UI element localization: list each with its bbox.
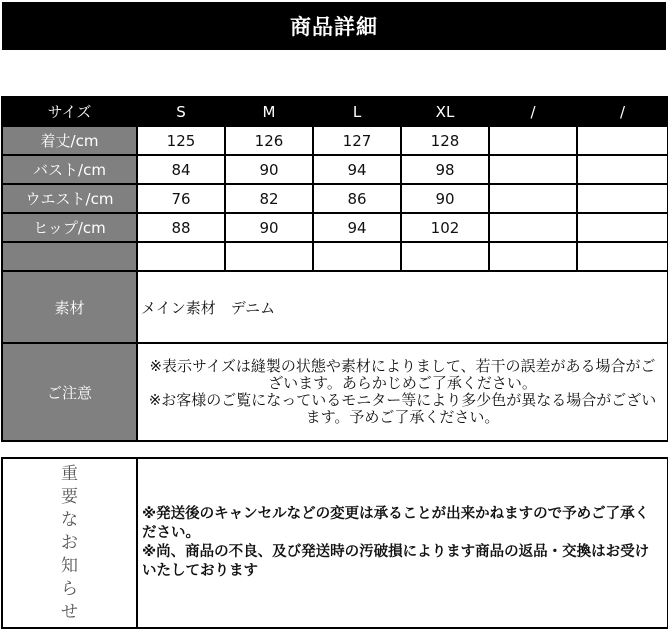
table-row bbox=[2, 184, 668, 213]
size-column-l: L bbox=[313, 97, 401, 126]
table-cell: 86 bbox=[313, 184, 401, 213]
important-label-char: 知 bbox=[61, 555, 78, 576]
important-label-char: な bbox=[61, 509, 78, 530]
notes-row bbox=[2, 343, 668, 441]
important-line: ※尚、商品の不良、及び発送時の汚破損によります商品の返品・交換はお受けいたしております bbox=[142, 544, 650, 579]
important-line: ※発送後のキャンセルなどの変更は承ることが出来かねますので予めご了承ください。 bbox=[142, 506, 650, 541]
table-cell bbox=[577, 242, 668, 271]
table-cell: 127 bbox=[313, 126, 401, 155]
page-title: 商品詳細 bbox=[2, 2, 666, 50]
table-cell: 90 bbox=[225, 155, 313, 184]
table-cell bbox=[489, 184, 577, 213]
important-label-char: ら bbox=[61, 578, 78, 599]
table-cell bbox=[489, 155, 577, 184]
important-label-char: せ bbox=[61, 601, 78, 622]
size-column-m: M bbox=[225, 97, 313, 126]
table-cell: 125 bbox=[137, 126, 225, 155]
row-label-empty bbox=[2, 242, 137, 271]
table-cell bbox=[225, 242, 313, 271]
table-cell: 90 bbox=[225, 213, 313, 242]
row-label-length: 着丈/cm bbox=[2, 126, 137, 155]
table-cell: 90 bbox=[401, 184, 489, 213]
size-table bbox=[1, 96, 668, 442]
row-label-hip: ヒップ/cm bbox=[2, 213, 137, 242]
material-row bbox=[2, 271, 668, 343]
table-cell bbox=[577, 184, 668, 213]
table-cell bbox=[137, 242, 225, 271]
table-cell bbox=[577, 213, 668, 242]
material-value: メイン素材 デニム bbox=[137, 271, 668, 343]
table-cell bbox=[401, 242, 489, 271]
row-label-waist: ウエスト/cm bbox=[2, 184, 137, 213]
size-column-blank-1: / bbox=[489, 97, 577, 126]
important-text bbox=[137, 458, 668, 628]
table-row bbox=[2, 242, 668, 271]
important-label-char: お bbox=[61, 532, 78, 553]
table-cell: 82 bbox=[225, 184, 313, 213]
table-cell: 76 bbox=[137, 184, 225, 213]
table-cell bbox=[489, 213, 577, 242]
table-cell bbox=[577, 155, 668, 184]
table-cell bbox=[489, 242, 577, 271]
table-row bbox=[2, 155, 668, 184]
table-cell: 128 bbox=[401, 126, 489, 155]
size-header-label: サイズ bbox=[2, 97, 137, 126]
table-cell: 94 bbox=[313, 155, 401, 184]
size-column-s: S bbox=[137, 97, 225, 126]
important-label-char: 重 bbox=[61, 463, 78, 484]
notes-label: ご注意 bbox=[2, 343, 137, 441]
table-cell bbox=[577, 126, 668, 155]
note-line: ※お客様のご覧になっているモニター等により多少色が異なる場合がございます。予めご了承ください。 bbox=[148, 391, 657, 426]
table-row bbox=[2, 126, 668, 155]
size-column-blank-2: / bbox=[577, 97, 668, 126]
table-cell bbox=[489, 126, 577, 155]
table-cell: 84 bbox=[137, 155, 225, 184]
note-line: ※表示サイズは縫製の状態や素材によりまして、若干の誤差がある場合がございます。あらかじめご了承ください。 bbox=[149, 357, 656, 392]
table-cell: 88 bbox=[137, 213, 225, 242]
important-label-char: 要 bbox=[61, 486, 78, 507]
table-cell: 94 bbox=[313, 213, 401, 242]
material-label: 素材 bbox=[2, 271, 137, 343]
table-cell bbox=[313, 242, 401, 271]
size-column-xl: XL bbox=[401, 97, 489, 126]
notes-text bbox=[137, 343, 668, 441]
table-row bbox=[2, 213, 668, 242]
table-cell: 98 bbox=[401, 155, 489, 184]
important-label bbox=[2, 458, 137, 628]
table-cell: 102 bbox=[401, 213, 489, 242]
table-cell: 126 bbox=[225, 126, 313, 155]
important-notice bbox=[1, 457, 668, 629]
row-label-bust: バスト/cm bbox=[2, 155, 137, 184]
size-table-header bbox=[2, 97, 668, 126]
